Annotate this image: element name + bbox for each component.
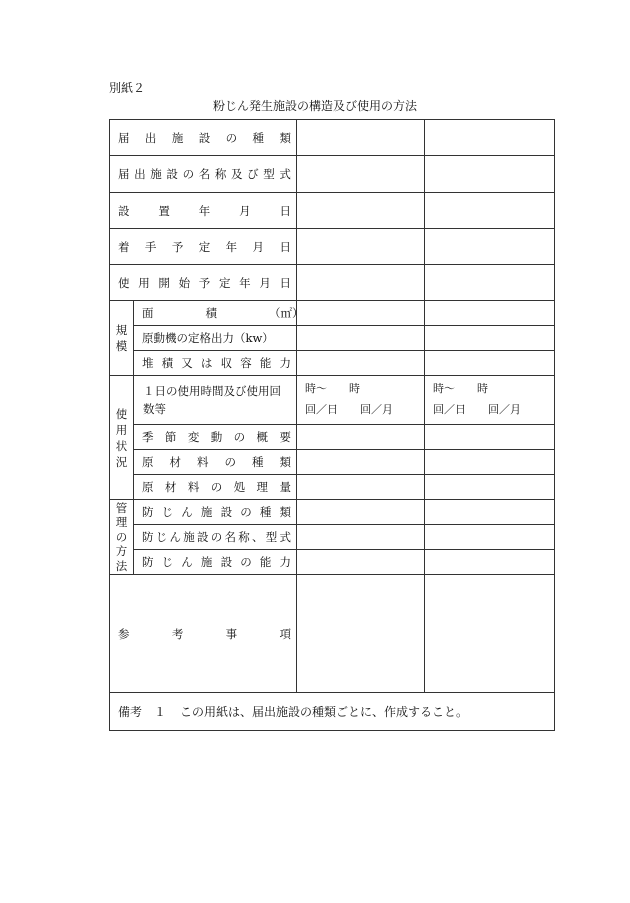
label-char: 量 bbox=[279, 480, 291, 494]
label-char: じ bbox=[155, 530, 168, 544]
form-title: 粉じん発生施設の構造及び使用の方法 bbox=[212, 99, 417, 113]
label-char: 名 bbox=[198, 167, 211, 181]
label-char: 用 bbox=[138, 275, 150, 290]
label-char: 法 bbox=[115, 558, 128, 573]
label-char: 変 bbox=[187, 430, 200, 444]
label-char: 及 bbox=[230, 167, 243, 181]
input-dust-name-model-2[interactable] bbox=[425, 525, 555, 550]
row-dust-type bbox=[110, 500, 555, 525]
label-dust-capacity bbox=[142, 554, 291, 570]
label-char: 管 bbox=[115, 501, 128, 516]
label-char: の bbox=[182, 167, 195, 181]
label-char: 置 bbox=[158, 203, 170, 218]
label-char: 原 bbox=[142, 455, 154, 469]
label-char: 節 bbox=[164, 430, 177, 444]
row-seasonal bbox=[110, 425, 555, 450]
input-motor-output-1[interactable] bbox=[297, 326, 425, 351]
label-char: 型 bbox=[265, 530, 278, 544]
label-char: 能 bbox=[259, 356, 272, 370]
group-management-label bbox=[110, 501, 133, 573]
row-facility-type bbox=[110, 120, 555, 156]
label-char: 日 bbox=[279, 239, 291, 254]
label-char: 模 bbox=[115, 339, 128, 353]
label-char: 施 bbox=[200, 555, 213, 569]
label-char: の bbox=[233, 430, 246, 444]
label-dust-name-model bbox=[142, 529, 291, 545]
label-char: の bbox=[224, 455, 236, 469]
label-char: 類 bbox=[279, 130, 291, 145]
input-dust-capacity-2[interactable] bbox=[425, 550, 555, 575]
label-char: 予 bbox=[198, 275, 211, 290]
label-char: 定 bbox=[198, 239, 211, 254]
label-char: 材 bbox=[164, 480, 177, 494]
row-reference bbox=[110, 575, 555, 693]
label-char: 容 bbox=[240, 356, 252, 370]
input-area-1[interactable] bbox=[297, 301, 425, 326]
label-char: 日 bbox=[279, 203, 291, 218]
remarks-number: １ bbox=[154, 705, 167, 719]
label-reference bbox=[118, 626, 291, 642]
row-hours bbox=[110, 376, 555, 425]
label-char: 年 bbox=[239, 275, 251, 290]
label-area bbox=[142, 305, 304, 321]
label-char: 手 bbox=[144, 239, 157, 254]
label-char: 防 bbox=[142, 555, 154, 569]
label-char: 届 bbox=[118, 167, 130, 181]
label-char: 状 bbox=[115, 438, 128, 453]
label-char: 始 bbox=[178, 275, 191, 290]
label-char: の bbox=[240, 555, 252, 569]
input-capacity-1[interactable] bbox=[297, 351, 425, 376]
input-capacity-2[interactable] bbox=[425, 351, 555, 376]
label-char: 施 bbox=[150, 167, 162, 181]
label-char: の bbox=[210, 530, 223, 544]
row-facility-name-model bbox=[110, 156, 555, 193]
label-char: じ bbox=[161, 555, 174, 569]
label-char: 施 bbox=[183, 530, 195, 544]
input-facility-name-model-2[interactable] bbox=[425, 156, 555, 193]
label-char: 処 bbox=[233, 480, 246, 494]
usage-col2-freq[interactable]: 回／日 回／月 bbox=[433, 403, 521, 416]
remarks-label: 備考 bbox=[118, 705, 143, 719]
label-char: ん bbox=[181, 555, 193, 569]
remarks-text: この用紙は、届出施設の種類ごとに、作成すること。 bbox=[180, 705, 469, 719]
row-dust-name-model bbox=[110, 525, 555, 550]
label-hours: １日の使用時間及び使用回数等 bbox=[143, 383, 281, 416]
label-char: 類 bbox=[279, 455, 291, 469]
label-char: 又 bbox=[181, 356, 193, 370]
label-char: 称 bbox=[214, 167, 227, 181]
usage-col2-time[interactable]: 時～ 時 bbox=[433, 382, 488, 396]
row-motor-output bbox=[110, 326, 555, 351]
input-start-work-date-1[interactable] bbox=[297, 229, 425, 265]
label-char: 参 bbox=[118, 626, 130, 641]
usage-col2 bbox=[425, 379, 554, 421]
label-char: 防 bbox=[142, 505, 154, 519]
row-material-type bbox=[110, 450, 555, 475]
label-seasonal bbox=[142, 429, 291, 445]
usage-col1-freq[interactable]: 回／日 回／月 bbox=[305, 403, 393, 416]
label-char: 称 bbox=[238, 530, 250, 544]
label-char: 月 bbox=[252, 239, 265, 254]
label-char: 種 bbox=[252, 455, 264, 469]
input-seasonal-2[interactable] bbox=[425, 425, 555, 450]
label-char: は bbox=[200, 356, 213, 370]
label-char: 種 bbox=[259, 505, 272, 519]
input-motor-output-2[interactable] bbox=[425, 326, 555, 351]
label-char: 料 bbox=[187, 480, 200, 494]
row-capacity bbox=[110, 351, 555, 376]
label-char: 日 bbox=[279, 275, 291, 290]
usage-col1 bbox=[297, 379, 424, 421]
input-material-type-1[interactable] bbox=[297, 450, 425, 475]
label-char: 要 bbox=[279, 430, 291, 444]
input-reference-2[interactable] bbox=[425, 575, 555, 693]
label-char: 月 bbox=[259, 275, 271, 290]
label-char: 考 bbox=[171, 626, 184, 641]
label-char: ん bbox=[169, 530, 181, 544]
input-install-date-1[interactable] bbox=[297, 193, 425, 229]
label-area-unit: （㎡） bbox=[269, 306, 304, 320]
label-char: 型 bbox=[263, 167, 275, 181]
label-char: の bbox=[240, 505, 252, 519]
input-start-work-date-2[interactable] bbox=[425, 229, 555, 265]
label-char: 設 bbox=[197, 530, 209, 544]
label-char: 類 bbox=[279, 505, 291, 519]
label-char: 用 bbox=[115, 422, 128, 437]
label-dust-type bbox=[142, 504, 291, 520]
label-char: 防 bbox=[142, 530, 154, 544]
label-facility-type bbox=[118, 130, 291, 146]
label-char: び bbox=[247, 167, 259, 181]
remarks-note bbox=[110, 693, 555, 731]
label-char: 出 bbox=[134, 167, 146, 181]
input-facility-name-model-1[interactable] bbox=[297, 156, 425, 193]
input-facility-type-1[interactable] bbox=[297, 120, 425, 156]
label-start-work-date bbox=[118, 239, 291, 255]
row-material-amount bbox=[110, 475, 555, 500]
label-char: 式 bbox=[279, 530, 291, 544]
label-char: 規 bbox=[115, 323, 128, 337]
group-scale-label bbox=[110, 316, 133, 360]
label-char: 季 bbox=[142, 430, 154, 444]
input-install-date-2[interactable] bbox=[425, 193, 555, 229]
label-char: 年 bbox=[198, 203, 211, 218]
row-remarks bbox=[110, 693, 555, 731]
label-char: 着 bbox=[118, 239, 130, 254]
input-area-2[interactable] bbox=[425, 301, 555, 326]
label-char: 概 bbox=[256, 430, 269, 444]
input-material-amount-1[interactable] bbox=[297, 475, 425, 500]
label-char: の bbox=[225, 130, 238, 145]
input-dust-type-2[interactable] bbox=[425, 500, 555, 525]
label-install-date bbox=[118, 203, 291, 219]
row-area bbox=[110, 301, 555, 326]
label-char: 材 bbox=[169, 455, 181, 469]
label-char: 施 bbox=[171, 130, 184, 145]
label-char: 原 bbox=[142, 480, 154, 494]
label-char: 積 bbox=[161, 356, 174, 370]
label-char: 事 bbox=[225, 626, 238, 641]
label-char: 式 bbox=[279, 167, 291, 181]
label-char: 収 bbox=[220, 356, 233, 370]
label-facility-name-model bbox=[118, 166, 291, 182]
label-char: 理 bbox=[115, 515, 128, 530]
label-char: 届 bbox=[118, 130, 130, 145]
label-char: 予 bbox=[171, 239, 184, 254]
label-motor-output: 原動機の定格出力（kw） bbox=[142, 331, 274, 345]
input-facility-type-2[interactable] bbox=[425, 120, 555, 156]
label-char: 設 bbox=[166, 167, 178, 181]
label-start-use-date bbox=[118, 275, 291, 291]
input-start-use-date-1[interactable] bbox=[297, 265, 425, 301]
input-dust-type-1[interactable] bbox=[297, 500, 425, 525]
usage-col1-time[interactable]: 時～ 時 bbox=[305, 382, 360, 396]
input-material-type-2[interactable] bbox=[425, 450, 555, 475]
annex-label: 別紙２ bbox=[109, 81, 146, 95]
label-char: 施 bbox=[200, 505, 213, 519]
label-char: 設 bbox=[198, 130, 211, 145]
label-char: 力 bbox=[279, 555, 291, 569]
label-char: 設 bbox=[220, 505, 233, 519]
label-char: 名 bbox=[224, 530, 236, 544]
label-char: 設 bbox=[118, 203, 130, 218]
label-capacity bbox=[142, 355, 291, 371]
label-char: 能 bbox=[259, 555, 272, 569]
label-char: 設 bbox=[220, 555, 233, 569]
input-dust-name-model-1[interactable] bbox=[297, 525, 425, 550]
label-char: 況 bbox=[115, 454, 128, 469]
input-seasonal-1[interactable] bbox=[297, 425, 425, 450]
label-char: 年 bbox=[225, 239, 238, 254]
label-char: の bbox=[115, 529, 128, 544]
row-start-use-date bbox=[110, 265, 555, 301]
group-usage-label bbox=[110, 400, 133, 476]
label-char: 使 bbox=[118, 275, 130, 290]
row-start-work-date bbox=[110, 229, 555, 265]
label-char: 項 bbox=[279, 626, 291, 641]
input-dust-capacity-1[interactable] bbox=[297, 550, 425, 575]
label-char: 力 bbox=[279, 356, 291, 370]
label-char: 、 bbox=[252, 530, 264, 544]
input-start-use-date-2[interactable] bbox=[425, 265, 555, 301]
label-char: 種 bbox=[252, 130, 265, 145]
input-reference-1[interactable] bbox=[297, 575, 425, 693]
label-material-type bbox=[142, 454, 291, 470]
label-char: 月 bbox=[239, 203, 251, 218]
label-char: じ bbox=[161, 505, 174, 519]
label-char: 料 bbox=[197, 455, 209, 469]
label-char: 定 bbox=[218, 275, 231, 290]
label-char: ん bbox=[181, 505, 193, 519]
label-char: 使 bbox=[115, 406, 128, 421]
label-char: 開 bbox=[158, 275, 170, 290]
label-area-text: 面積 bbox=[142, 306, 269, 320]
label-char: 動 bbox=[210, 430, 223, 444]
label-char: の bbox=[210, 480, 223, 494]
label-char: 堆 bbox=[142, 356, 154, 370]
facility-form-table bbox=[109, 119, 555, 731]
label-char: 出 bbox=[144, 130, 157, 145]
row-dust-capacity bbox=[110, 550, 555, 575]
row-install-date bbox=[110, 193, 555, 229]
input-material-amount-2[interactable] bbox=[425, 475, 555, 500]
label-char: 理 bbox=[256, 480, 269, 494]
label-char: 方 bbox=[115, 544, 128, 559]
label-material-amount bbox=[142, 479, 291, 495]
